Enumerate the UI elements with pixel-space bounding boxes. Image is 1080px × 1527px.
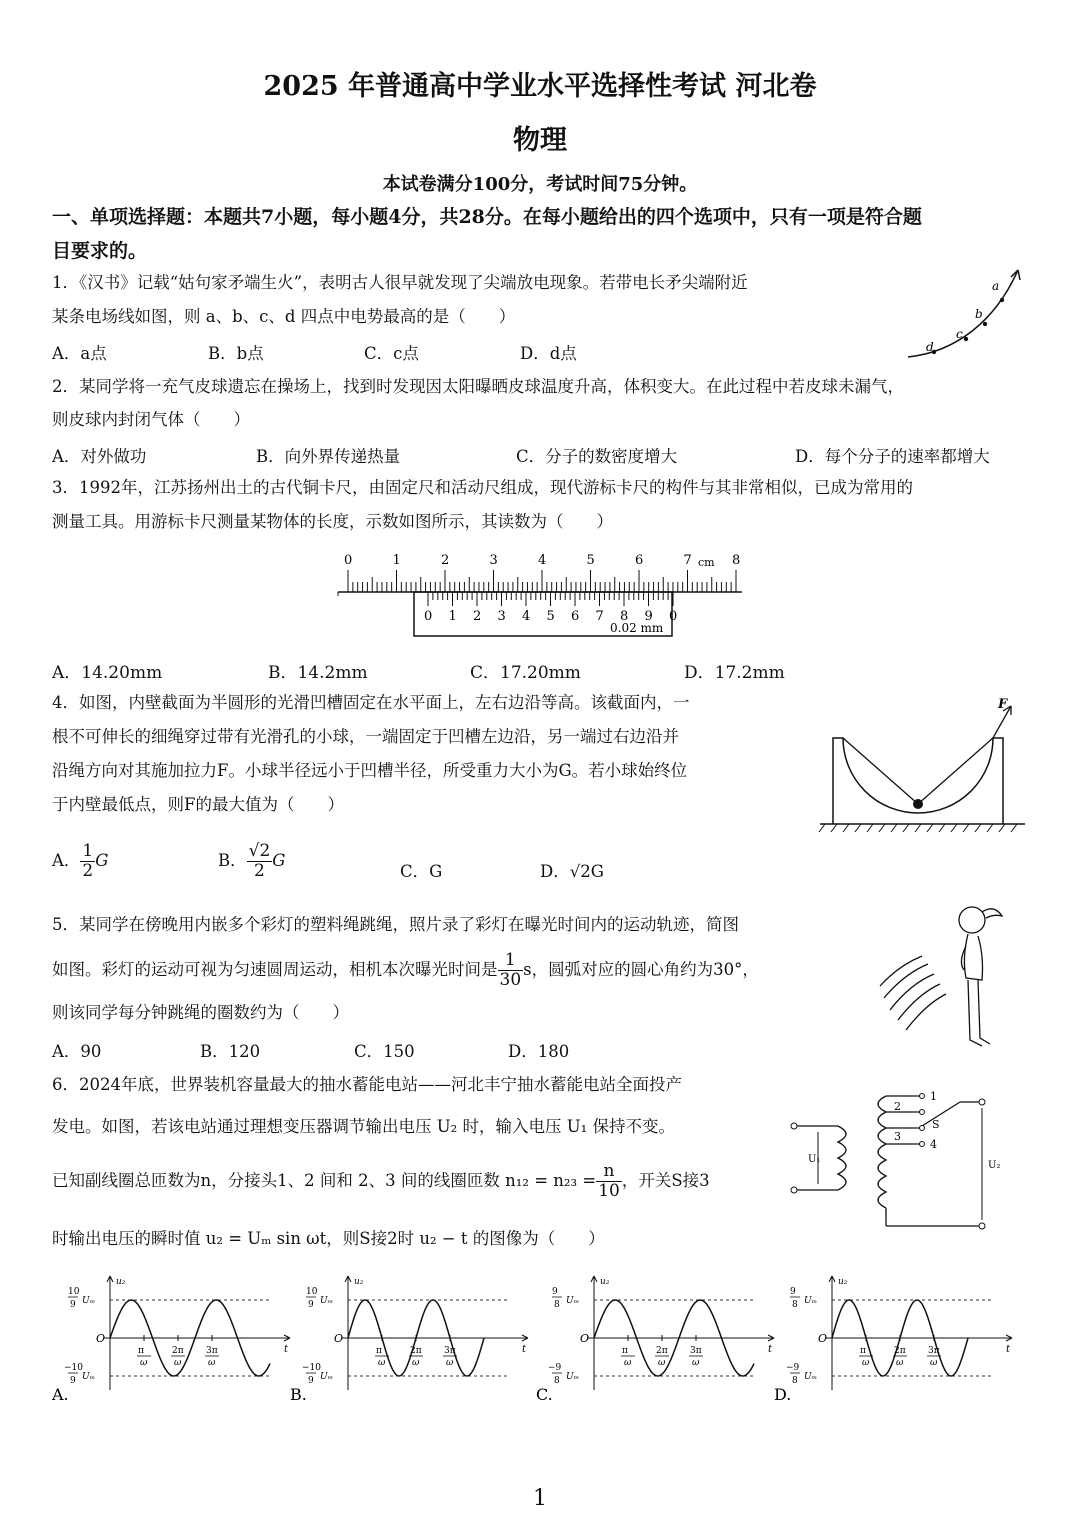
x-tick-num: 3π bbox=[206, 1346, 218, 1356]
main-scale-label: 1 bbox=[392, 553, 401, 568]
vernier-label: 0 bbox=[424, 609, 433, 624]
q2-option-b: B．向外界传递热量 bbox=[256, 447, 401, 466]
q5-option-d: D．180 bbox=[508, 1042, 570, 1061]
graph-option-2 bbox=[536, 1276, 774, 1404]
q6-line3 bbox=[52, 1160, 710, 1202]
x-tick-num: 2π bbox=[656, 1346, 668, 1356]
q2-line2: 则皮球内封闭气体（ ） bbox=[52, 410, 250, 429]
frac-num: n bbox=[596, 1162, 622, 1182]
q4-option-a-frac bbox=[80, 842, 95, 881]
q1-line2: 某条电场线如图，则 a、b、c、d 四点中电势最高的是（ ） bbox=[52, 307, 516, 326]
q4-option-b-prefix: B． bbox=[218, 851, 247, 870]
section-heading-line1: 一、单项选择题：本题共7小题，每小题4分，共28分。在每小题给出的四个选项中，只有一项是符合题 bbox=[52, 206, 922, 228]
x-tick-num: 2π bbox=[172, 1346, 184, 1356]
amp-den: 8 bbox=[792, 1300, 798, 1310]
x-tick-den: ω bbox=[412, 1358, 420, 1368]
exam-note: 本试卷满分100分，考试时间75分钟。 bbox=[382, 174, 698, 195]
q5-jump-rope-figure bbox=[870, 898, 1035, 1058]
ground-hatch bbox=[819, 824, 1017, 832]
q4-groove-figure bbox=[815, 698, 1030, 836]
main-scale-label: 6 bbox=[635, 553, 644, 568]
point-b bbox=[983, 322, 987, 326]
x-tick-num: π bbox=[138, 1346, 144, 1356]
x-tick-den: ω bbox=[624, 1358, 632, 1368]
x-tick-den: ω bbox=[208, 1358, 216, 1368]
x-axis-label: t bbox=[768, 1344, 773, 1355]
q6-line3-post: ，开关S接3 bbox=[621, 1171, 710, 1190]
amp-num: 9 bbox=[552, 1287, 558, 1297]
neg-amp-num: −10 bbox=[302, 1363, 321, 1373]
q1-option-c: C．c点 bbox=[364, 344, 419, 363]
x-tick-den: ω bbox=[930, 1358, 938, 1368]
q6-line1: 6．2024年底，世界装机容量最大的抽水蓄能电站——河北丰宁抽水蓄能电站全面投产 bbox=[52, 1075, 682, 1094]
subject-title: 物理 bbox=[513, 125, 567, 156]
field-line bbox=[908, 270, 1018, 357]
tap-2-label: 2 bbox=[894, 1100, 901, 1113]
neg-um-label: Uₘ bbox=[804, 1372, 818, 1382]
amp-num: 10 bbox=[306, 1287, 318, 1297]
main-scale-label: 3 bbox=[489, 553, 498, 568]
q1-field-line-figure bbox=[900, 262, 1030, 367]
q1-option-b: B．b点 bbox=[208, 344, 264, 363]
q6-line3-pre: 已知副线圈总匝数为n，分接头1、2 间和 2、3 间的线圈匝数 n₁₂ = n₂₃ = bbox=[52, 1171, 597, 1190]
neg-amp-den: 9 bbox=[70, 1376, 76, 1386]
vernier-label: 2 bbox=[473, 609, 482, 624]
amp-num: 10 bbox=[68, 1287, 80, 1297]
neg-amp-den: 8 bbox=[554, 1376, 560, 1386]
x-tick-num: 2π bbox=[894, 1346, 906, 1356]
x-axis-label: t bbox=[284, 1344, 289, 1355]
q6-line2: 发电。如图，若该电站通过理想变压器调节输出电压 U₂ 时，输入电压 U₁ 保持不变。 bbox=[52, 1117, 676, 1136]
label-b: b bbox=[975, 307, 983, 321]
x-tick-den: ω bbox=[140, 1358, 148, 1368]
q1-line1: 1．《汉书》记载“姑句家矛端生火”，表明古人很早就发现了尖端放电现象。若带电长矛尖端附近 bbox=[52, 273, 748, 292]
q3-line2: 测量工具。用游标卡尺测量某物体的长度，示数如图所示，其读数为（ ） bbox=[52, 512, 613, 531]
rope bbox=[843, 706, 1011, 804]
q5-line1: 5．某同学在傍晚用内嵌多个彩灯的塑料绳跳绳，照片录了彩灯在曝光时间内的运动轨迹，简图 bbox=[52, 915, 739, 934]
tap-4 bbox=[920, 1142, 925, 1147]
q3-option-b: B．14.2mm bbox=[268, 663, 368, 683]
tap-4-label: 4 bbox=[930, 1138, 937, 1151]
u1-label: U₁ bbox=[808, 1154, 821, 1165]
q4-option-a-suffix: G bbox=[95, 851, 109, 870]
q4-line3: 沿绳方向对其施加拉力F。小球半径远小于凹槽半径，所受重力大小为G。若小球始终位 bbox=[52, 761, 688, 780]
q4-line4: 于内壁最低点，则F的最大值为（ ） bbox=[52, 795, 344, 814]
graph-option-1 bbox=[290, 1276, 528, 1404]
neg-um-label: Uₘ bbox=[320, 1372, 334, 1382]
x-axis-label: t bbox=[522, 1344, 527, 1355]
vernier-label: 5 bbox=[546, 609, 555, 624]
origin-label: O bbox=[818, 1332, 828, 1345]
label-c: c bbox=[956, 327, 963, 341]
q4-option-a-prefix: A． bbox=[52, 851, 81, 870]
q5-option-a: A．90 bbox=[52, 1042, 102, 1061]
vernier-label: 8 bbox=[620, 609, 629, 624]
main-scale-label: 0 bbox=[344, 553, 353, 568]
graph-option-label: A. bbox=[52, 1385, 69, 1404]
tap-3 bbox=[920, 1126, 925, 1131]
vernier-label: 3 bbox=[497, 609, 506, 624]
amp-den: 8 bbox=[554, 1300, 560, 1310]
frac-den: 30 bbox=[499, 970, 522, 990]
q4-option-b-frac bbox=[247, 842, 273, 881]
u2-terminal-top bbox=[979, 1099, 985, 1105]
light-trails bbox=[880, 956, 946, 1030]
vernier-label: 6 bbox=[571, 609, 580, 624]
point-c bbox=[964, 337, 968, 341]
force-label: F bbox=[998, 698, 1008, 712]
q3-vernier-caliper-figure bbox=[330, 548, 750, 640]
unit-label: cm bbox=[698, 556, 715, 569]
frac-num: 1 bbox=[82, 841, 94, 861]
frac-num: √2 bbox=[248, 841, 271, 861]
origin-label: O bbox=[334, 1332, 344, 1345]
tap-3-label: 3 bbox=[894, 1130, 901, 1143]
q5-option-b: B．120 bbox=[200, 1042, 261, 1061]
frac-den: 2 bbox=[254, 861, 265, 881]
y-axis-label: u₂ bbox=[116, 1277, 126, 1287]
q3-option-a: A．14.20mm bbox=[52, 663, 163, 683]
um-label: Uₘ bbox=[804, 1296, 818, 1306]
q4-option-a bbox=[52, 842, 108, 881]
origin-label: O bbox=[580, 1332, 590, 1345]
u2-label: U₂ bbox=[988, 1160, 1001, 1171]
main-scale-label: 2 bbox=[441, 553, 450, 568]
x-tick-den: ω bbox=[174, 1358, 182, 1368]
q4-line2: 根不可伸长的细绳穿过带有光滑孔的小球，一端固定于凹槽左边沿，另一端过右边沿并 bbox=[52, 727, 679, 746]
amp-den: 9 bbox=[308, 1300, 314, 1310]
x-axis-label: t bbox=[1006, 1344, 1011, 1355]
main-scale-label: 8 bbox=[732, 553, 741, 568]
label-a: a bbox=[992, 279, 1000, 293]
vernier-label: 1 bbox=[448, 609, 457, 624]
q2-line1: 2．某同学将一充气皮球遗忘在操场上，找到时发现因太阳曝晒皮球温度升高，体积变大。在此过程中若皮球未漏气， bbox=[52, 377, 904, 396]
q2-option-a: A．对外做功 bbox=[52, 447, 147, 466]
um-label: Uₘ bbox=[566, 1296, 580, 1306]
main-scale-label: 5 bbox=[586, 553, 595, 568]
q1-option-a: A．a点 bbox=[52, 344, 107, 363]
main-scale-label: 7 bbox=[683, 553, 692, 568]
vernier-label: 9 bbox=[644, 609, 653, 624]
y-axis-label: u₂ bbox=[838, 1277, 848, 1287]
x-tick-num: π bbox=[622, 1346, 628, 1356]
q3-option-c: C．17.20mm bbox=[470, 663, 581, 683]
x-tick-num: π bbox=[860, 1346, 866, 1356]
q3-option-d: D．17.2mm bbox=[684, 663, 785, 683]
frac-den: 2 bbox=[82, 861, 94, 881]
page-number: 1 bbox=[533, 1486, 547, 1511]
origin-label: O bbox=[96, 1332, 106, 1345]
switch-label: S bbox=[932, 1118, 940, 1131]
q1-option-d: D．d点 bbox=[520, 344, 577, 363]
tap-1-label: 1 bbox=[930, 1090, 937, 1103]
ball bbox=[913, 799, 923, 809]
vernier-label: 4 bbox=[522, 609, 531, 624]
q5-line2-pre: 如图。彩灯的运动可视为匀速圆周运动，相机本次曝光时间是 bbox=[52, 960, 498, 979]
x-tick-den: ω bbox=[658, 1358, 666, 1368]
q6-line4: 时输出电压的瞬时值 u₂ = Uₘ sin ωt，则S接2时 u₂ − t 的图像为（ ） bbox=[52, 1229, 605, 1248]
exam-title: 2025 年普通高中学业水平选择性考试 河北卷 bbox=[263, 71, 817, 102]
x-tick-num: π bbox=[376, 1346, 382, 1356]
q6-transformer-circuit bbox=[782, 1082, 1032, 1234]
x-tick-den: ω bbox=[692, 1358, 700, 1368]
um-label: Uₘ bbox=[320, 1296, 334, 1306]
q6-turns-frac bbox=[596, 1162, 622, 1201]
y-axis-label: u₂ bbox=[354, 1277, 364, 1287]
u1-terminal-top bbox=[791, 1123, 797, 1129]
x-tick-num: 3π bbox=[928, 1346, 940, 1356]
graph-option-0 bbox=[51, 1276, 290, 1404]
q5-line2-post: s，圆弧对应的圆心角约为30°， bbox=[523, 960, 759, 979]
q6-answer-graphs bbox=[50, 1272, 1040, 1412]
neg-amp-num: −9 bbox=[786, 1363, 800, 1373]
q5-line3: 则该同学每分钟跳绳的圈数约为（ ） bbox=[52, 1003, 349, 1022]
x-tick-den: ω bbox=[896, 1358, 904, 1368]
x-tick-den: ω bbox=[862, 1358, 870, 1368]
q2-option-c: C．分子的数密度增大 bbox=[516, 447, 678, 466]
section-heading bbox=[52, 200, 1042, 268]
x-tick-num: 2π bbox=[410, 1346, 422, 1356]
u2-terminal-bottom bbox=[979, 1223, 985, 1229]
q2-option-d: D．每个分子的速率都增大 bbox=[795, 447, 990, 466]
neg-um-label: Uₘ bbox=[82, 1372, 96, 1382]
section-heading-line2: 目要求的。 bbox=[52, 240, 148, 262]
neg-amp-den: 8 bbox=[792, 1376, 798, 1386]
q4-option-b bbox=[218, 842, 285, 881]
amp-den: 9 bbox=[70, 1300, 76, 1310]
neg-um-label: Uₘ bbox=[566, 1372, 580, 1382]
graph-option-label: C. bbox=[536, 1385, 553, 1404]
graph-option-label: B. bbox=[290, 1385, 307, 1404]
graph-option-label: D. bbox=[774, 1385, 792, 1404]
x-tick-num: 3π bbox=[690, 1346, 702, 1356]
label-d: d bbox=[926, 340, 934, 354]
x-tick-den: ω bbox=[446, 1358, 454, 1368]
q4-option-c: C．G bbox=[400, 862, 443, 881]
q5-exposure-frac bbox=[498, 951, 524, 990]
neg-amp-den: 9 bbox=[308, 1376, 314, 1386]
q3-line1: 3．1992年，江苏扬州出土的古代铜卡尺，由固定尺和活动尺组成，现代游标卡尺的构件与其非常相似，已成为常用的 bbox=[52, 478, 913, 497]
q4-line1: 4．如图，内壁截面为半圆形的光滑凹槽固定在水平面上，左右边沿等高。该截面内，一 bbox=[52, 693, 690, 712]
q4-option-b-suffix: G bbox=[272, 851, 286, 870]
y-axis-label: u₂ bbox=[600, 1277, 610, 1287]
main-scale-label: 4 bbox=[538, 553, 547, 568]
amp-num: 9 bbox=[790, 1287, 796, 1297]
point-a bbox=[1000, 298, 1004, 302]
graph-option-3 bbox=[774, 1276, 1012, 1404]
frac-den: 10 bbox=[598, 1181, 620, 1201]
tap-1 bbox=[920, 1094, 925, 1099]
precision-label: 0.02 mm bbox=[610, 621, 664, 635]
u1-terminal-bottom bbox=[791, 1187, 797, 1193]
person-icon bbox=[959, 907, 1002, 1046]
tap-2 bbox=[920, 1110, 925, 1115]
x-tick-num: 3π bbox=[444, 1346, 456, 1356]
q5-line2 bbox=[52, 950, 759, 990]
q5-option-c: C．150 bbox=[354, 1042, 415, 1061]
frac-num: 1 bbox=[498, 951, 524, 971]
q4-option-d: D．√2G bbox=[540, 862, 604, 881]
neg-amp-num: −10 bbox=[64, 1363, 83, 1373]
vernier-label: 7 bbox=[595, 609, 604, 624]
x-tick-den: ω bbox=[378, 1358, 386, 1368]
secondary-coil bbox=[878, 1096, 982, 1226]
neg-amp-num: −9 bbox=[548, 1363, 562, 1373]
vernier-label: 0 bbox=[669, 609, 678, 624]
um-label: Uₘ bbox=[82, 1296, 96, 1306]
